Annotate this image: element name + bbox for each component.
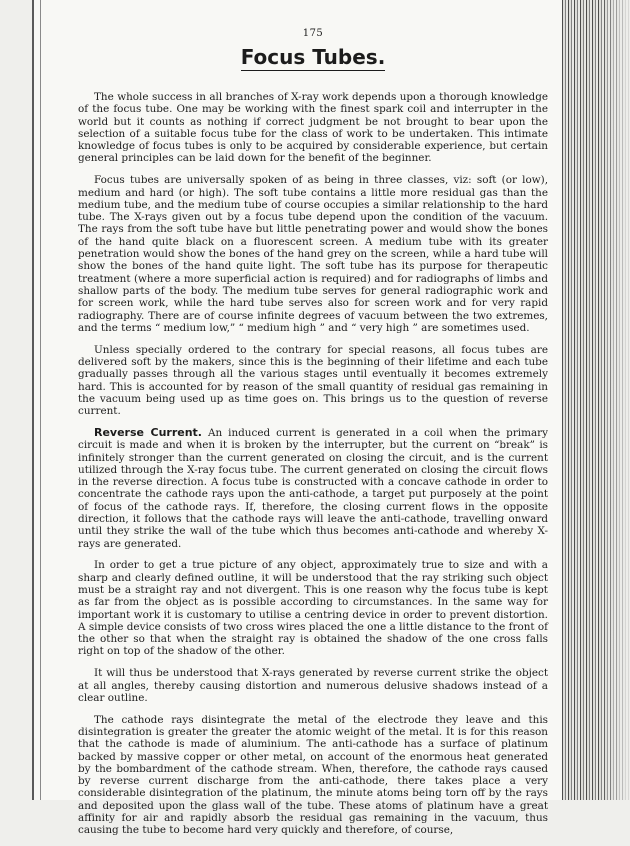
reverse-current-body: An induced current is generated in a coil when the primary circuit is made and when it is broken by the interrupter, but the current on “break” is infinitely stronger than the current generated on closing the circuit, and is the current utilized through the X-ray focus tube. The current generated on closing the circuit flows in the reverse direction. A focus tube is constructed with a concave cathode in order to concentrate the cathode rays upon the anti-cathode, a target put purposely at the point of focus of the cathode rays. If, therefore, the closing current flows in the opposite direction, it follows that the cathode rays will leave the anti-cathode, travelling onward until they strike the wall of the tube which thus becomes anti-cathode and whereby X-rays are generated.	[78, 426, 548, 550]
page-number: 175	[302, 28, 324, 39]
paragraph-reverse-strike: It will thus be understood that X-rays generated by reverse current strike the object at all angles, thereby causing distortion and numerous delusive shadows instead of a clear outline.	[78, 667, 548, 704]
section-heading-reverse-current: Reverse Current.	[94, 425, 202, 439]
paragraph-intro: The whole success in all branches of X-ray work depends upon a thorough knowledge of the focus tube. One may be working with the finest spark coil and interrupter in the world but it counts as nothing if correct judgment be not brought to bear upon the selection of a suitable focus tube for the class of work to be undertaken. This intimate knowledge of focus tubes is only to be acquired by considerable experience, but certain general principles can be laid down for the benefit of the beginner.	[78, 91, 548, 165]
page-title-text: Focus Tubes.	[240, 45, 386, 69]
page-content	[78, 28, 548, 846]
page-title	[78, 45, 548, 69]
page-edge-shadow	[600, 0, 630, 800]
paragraph-tube-classes: Focus tubes are universally spoken of as being in three classes, viz: soft (or low), medium and hard (or high). The soft tube contains a little more residual gas than the medium tube, and the medium tube of course occupies a similar relationship to the hard tube. The X-rays given out by a focus tube depend upon the condition of the vacuum. The rays from the soft tube have but little penetrating power and would show the bones of the hand quite black on a fluorescent screen. A medium tube with its greater penetration would show the bones of the hand grey on the screen, while a hard tube will show the bones of the hand quite light. The soft tube has its purpose for therapeutic treatment (where a more superficial action is required) and for radiographs of limbs and shallow parts of the body. The medium tube serves for general radiographic work and for screen work, while the hard tube serves also for screen work and for very rapid radiography. There are of course infinite degrees of vacuum between the two extremes, and the terms “ medium low,” “ medium high ” and “ very high ” are sometimes used.	[78, 174, 548, 334]
paragraph-reverse-current	[78, 427, 548, 550]
page-margin-rule	[40, 0, 41, 800]
paragraph-true-picture: In order to get a true picture of any object, approximately true to size and with a sharp and clearly defined outline, it will be understood that the ray striking such object must be a straight ray and not divergent. This is one reason why the focus tube is kept as far from the object as is possible according to circumstances. In the same way for important work it is customary to utilise a centring device in order to prevent distortion. A simple device consists of two cross wires placed the one a little distance to the front of the other so that when the straight ray is obtained the shadow of the one cross falls right on top of the shadow of the other.	[78, 559, 548, 658]
paragraph-disintegration: The cathode rays disintegrate the metal of the electrode they leave and this disintegration is greater the greater the atomic weight of the metal. It is for this reason that the cathode is made of aluminium. The anti-cathode has a surface of platinum backed by massive copper or other metal, on account of the enormous heat generated by the bombardment of the cathode stream. When, therefore, the cathode rays caused by reverse current discharge from the anti-cathode, there takes place a very considerable disintegration of the platinum, the minute atoms being torn off by the rays and deposited upon the glass wall of the tube. These atoms of platinum have a great affinity for air and rapidly absorb the residual gas remaining in the vacuum, thus causing the tube to become hard very quickly and therefore, of course,	[78, 713, 548, 837]
paragraph-soft-delivery: Unless specially ordered to the contrary for special reasons, all focus tubes are delivered soft by the makers, since this is the beginning of their lifetime and each tube gradually passes through all the various stages until eventually it becomes extremely hard. This is accounted for by reason of the small quantity of residual gas remaining in the vacuum being used up as time goes on. This brings us to the question of reverse current.	[78, 343, 548, 418]
